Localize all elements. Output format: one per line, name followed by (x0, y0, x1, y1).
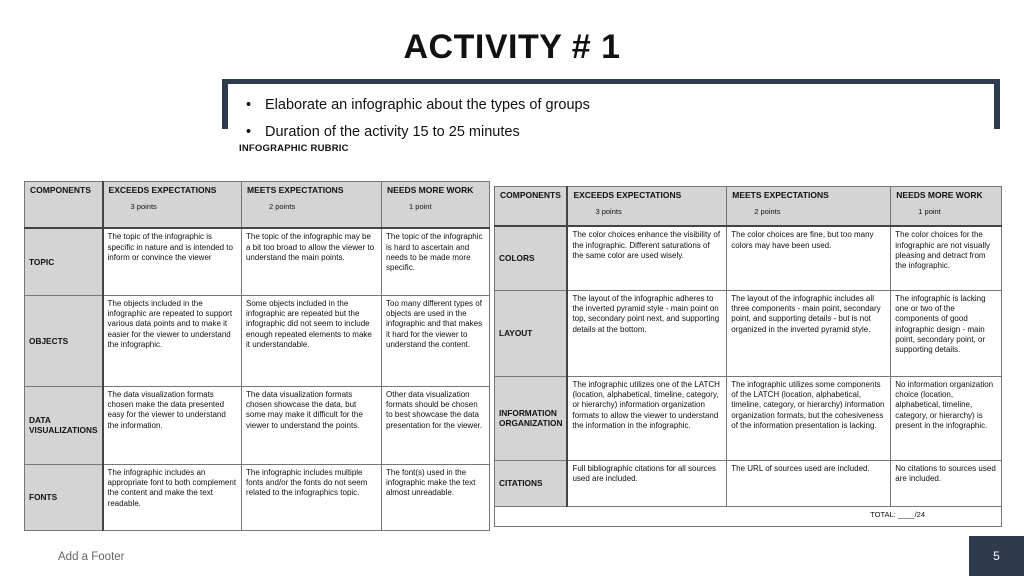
cell: The color choices for the infographic are not visually pleasing and detract from the infographic. (891, 226, 1002, 290)
total-score: TOTAL: ____/24 (495, 506, 1002, 526)
cell: The data visualization formats chosen make the data presented easy for the viewer to understand the information. (103, 386, 242, 464)
cell: The layout of the infographic includes all three components - main point, secondary point, and supporting details - but is not organized in the inverted pyramid style. (727, 290, 891, 376)
row-component: FONTS (25, 464, 103, 530)
bullet-dot-icon: • (246, 97, 252, 113)
table-row (25, 295, 490, 386)
table-header-row (495, 187, 1002, 227)
bullet-text: Elaborate an infographic about the types of groups (265, 97, 590, 113)
cell: The font(s) used in the infographic make the text almost unreadable. (382, 464, 490, 530)
cell: No information organization choice (location, alphabetical, timeline, category, or hierarchy) is present in the infographic. (891, 376, 1002, 460)
table-header-row (25, 182, 490, 229)
cell: The topic of the infographic may be a bit too broad to allow the viewer to understand the main points. (241, 228, 381, 295)
cell: Some objects included in the infographic are repeated but the infographic did not seem to include enough repeated elements to make it understandable. (241, 295, 381, 386)
bullet-item (246, 92, 590, 119)
table-row (495, 460, 1002, 506)
table-row (495, 376, 1002, 460)
header-exceeds: EXCEEDS EXPECTATIONS 3 points (567, 187, 726, 227)
cell: The infographic includes an appropriate font to both complement the content and make the text readable. (103, 464, 242, 530)
footer-text: Add a Footer (58, 551, 125, 563)
table-row (25, 228, 490, 295)
row-component: LAYOUT (495, 290, 568, 376)
rubric-table-left (24, 181, 490, 531)
cell: The color choices enhance the visibility of the infographic. Different saturations of the same color are used wisely. (567, 226, 726, 290)
cell: The infographic includes multiple fonts and/or the fonts do not seem related to the infographics topic. (241, 464, 381, 530)
cell: The objects included in the infographic are repeated to support various data points and to make it easier for the viewer to understand the infographic. (103, 295, 242, 386)
cell: The infographic is lacking one or two of the components of good infographic design - main point, secondary point, or supporting details. (891, 290, 1002, 376)
header-needs-work: NEEDS MORE WORK 1 point (382, 182, 490, 229)
table-row (25, 464, 490, 530)
row-component: OBJECTS (25, 295, 103, 386)
cell: The data visualization formats chosen showcase the data, but some may make it difficult for the viewer to understand the points. (241, 386, 381, 464)
bullet-text: Duration of the activity 15 to 25 minutes (265, 124, 520, 140)
cell: The infographic utilizes one of the LATCH (location, alphabetical, timeline, category, or hierarchy) information organization formats to allow the viewer to understand the information in the infographic. (567, 376, 726, 460)
total-row (495, 506, 1002, 526)
cell: The topic of the infographic is hard to ascertain and needs to be made more specific. (382, 228, 490, 295)
row-component: INFORMATION ORGANIZATION (495, 376, 568, 460)
header-components: COMPONENTS (495, 187, 568, 227)
rubric-table-right (494, 186, 1002, 527)
table-row (495, 226, 1002, 290)
slide-title: ACTIVITY # 1 (403, 28, 621, 66)
table-row (495, 290, 1002, 376)
bullet-item (246, 119, 590, 146)
row-component: COLORS (495, 226, 568, 290)
cell: Too many different types of objects are used in the infographic and that makes it hard for the viewer to understand the content. (382, 295, 490, 386)
row-component: CITATIONS (495, 460, 568, 506)
header-needs-work: NEEDS MORE WORK 1 point (891, 187, 1002, 227)
header-components: COMPONENTS (25, 182, 103, 229)
cell: The color choices are fine, but too many colors may have been used. (727, 226, 891, 290)
rubric-label: INFOGRAPHIC RUBRIC (239, 143, 349, 154)
header-exceeds: EXCEEDS EXPECTATIONS 3 points (103, 182, 242, 229)
cell: The URL of sources used are included. (727, 460, 891, 506)
header-meets: MEETS EXPECTATIONS 2 points (727, 187, 891, 227)
table-row (25, 386, 490, 464)
header-meets: MEETS EXPECTATIONS 2 points (241, 182, 381, 229)
page-number: 5 (969, 536, 1024, 576)
bullet-dot-icon: • (246, 124, 252, 140)
cell: Full bibliographic citations for all sources used are included. (567, 460, 726, 506)
cell: Other data visualization formats should be chosen to best showcase the data presentation for the viewer. (382, 386, 490, 464)
cell: The infographic utilizes some components of the LATCH (location, alphabetical, timeline, category, or hierarchy) information organization formats, but the cohesiveness of the information presentation is lacking. (727, 376, 891, 460)
bullet-list (246, 92, 590, 146)
row-component: TOPIC (25, 228, 103, 295)
cell: The layout of the infographic adheres to the inverted pyramid style - main point on top, secondary point next, and supporting details at the bottom. (567, 290, 726, 376)
row-component: DATA VISUALIZATIONS (25, 386, 103, 464)
cell: The topic of the infographic is specific in nature and is intended to inform or convince the viewer (103, 228, 242, 295)
cell: No citations to sources used are included. (891, 460, 1002, 506)
